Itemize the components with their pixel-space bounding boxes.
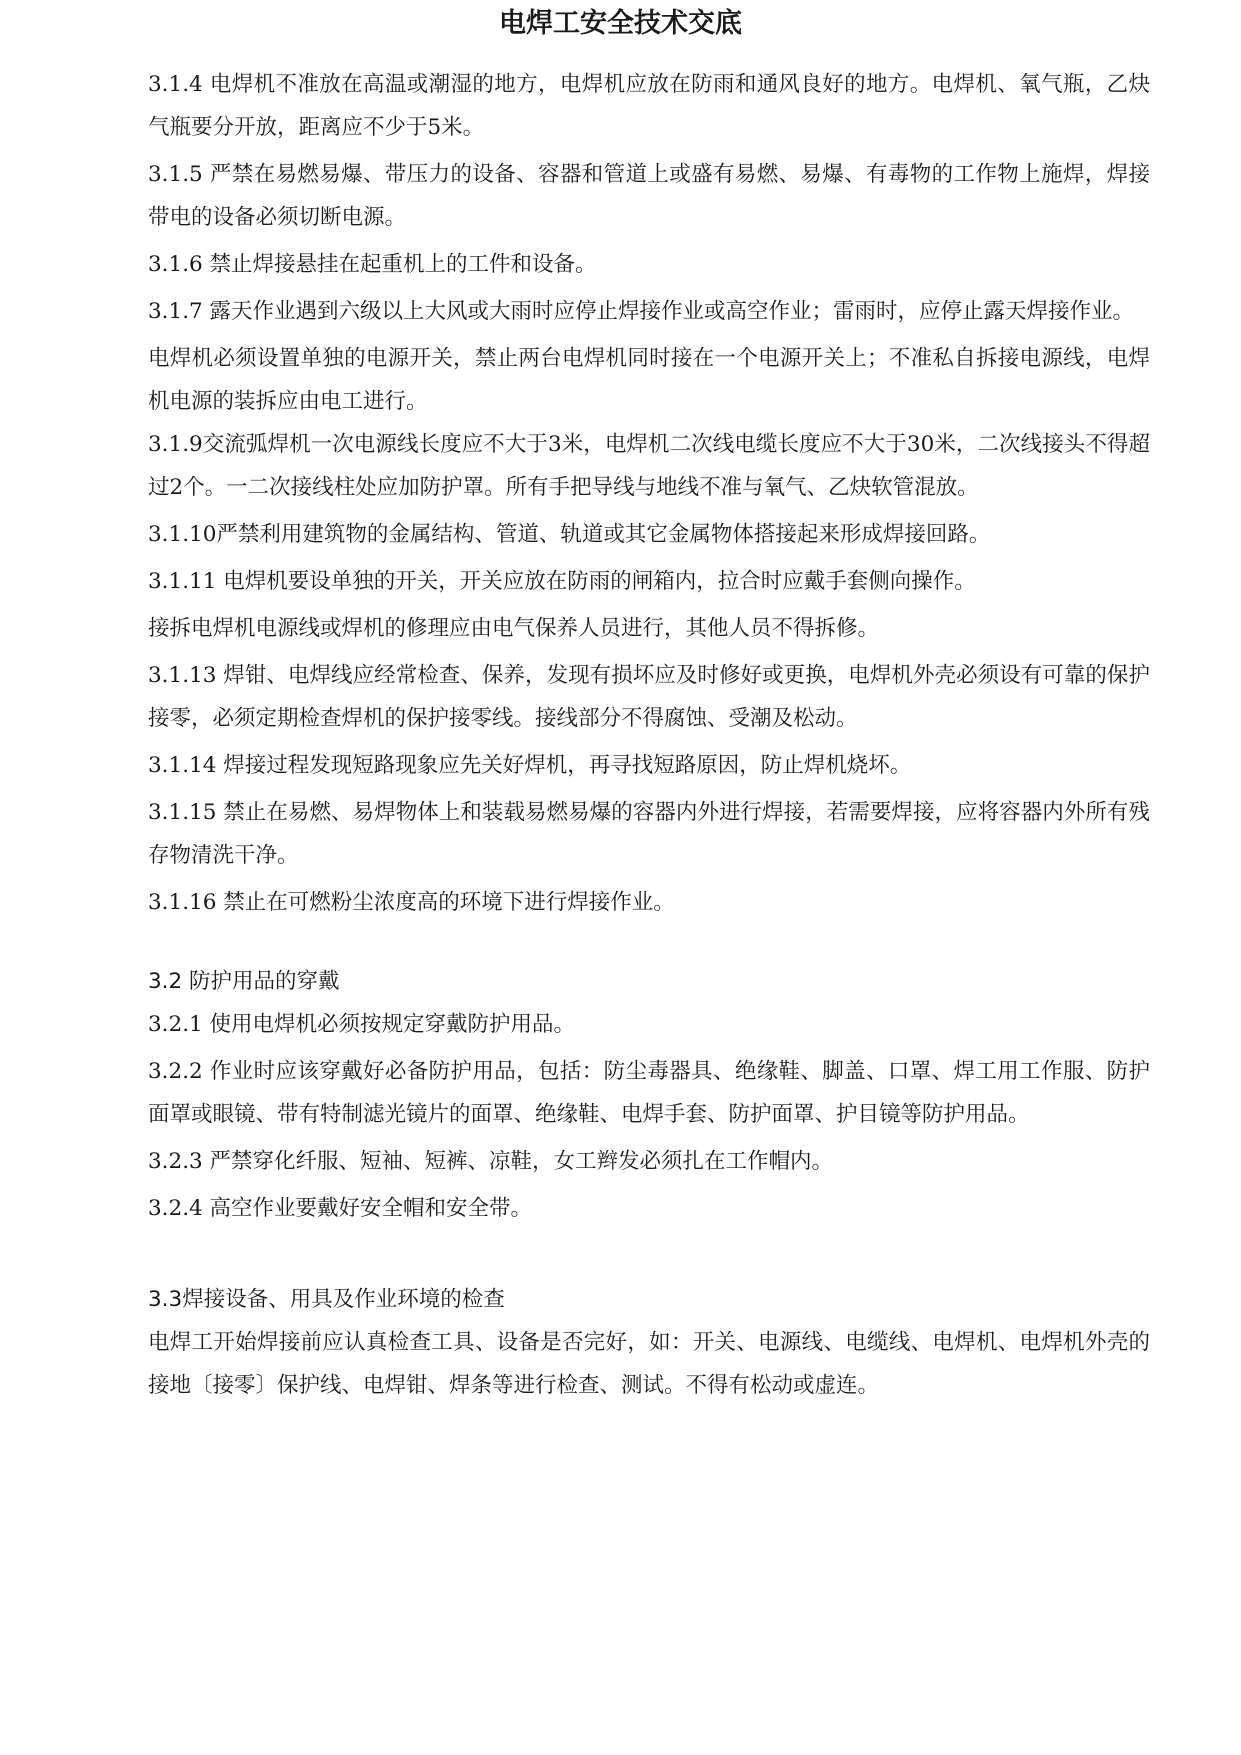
document-body [148, 63, 1150, 1411]
paragraph-3-1-7: 3.1.7 露天作业遇到六级以上大风或大雨时应停止焊接作业或高空作业；雷雨时，应停止露天焊接作业。 [148, 299, 1135, 324]
section-heading-3-2: 3.2 防护用品的穿戴 [148, 969, 340, 994]
paragraph-3-1-11: 3.1.11 电焊机要设单独的开关，开关应放在防雨的闸箱内，拉合时应戴手套侧向操作。 [148, 569, 976, 594]
section-heading-3-3: 3.3焊接设备、用具及作业环境的检查 [148, 1287, 505, 1312]
paragraph-3-2-2: 3.2.2 作业时应该穿戴好必备防护用品，包括：防尘毒器具、绝缘鞋、脚盖、口罩、焊工用工作服、防护面罩或眼镜、带有特制滤光镜片的面罩、绝缘鞋、电焊手套、防护面罩、护目镜等防护用品。 [148, 1059, 1150, 1127]
section-spacer [148, 928, 1150, 960]
paragraph-3-1-15: 3.1.15 禁止在易燃、易焊物体上和装载易燃易爆的容器内外进行焊接，若需要焊接，应将容器内外所有残存物清洗干净。 [148, 800, 1150, 868]
paragraph-3-1-14: 3.1.14 焊接过程发现短路现象应先关好焊机，再寻找短路原因，防止焊机烧坏。 [148, 753, 912, 778]
paragraph-3-1-13: 3.1.13 焊钳、电焊线应经常检查、保养，发现有损坏应及时修好或更换，电焊机外壳必须设有可靠的保护接零，必须定期检查焊机的保护接零线。接线部分不得腐蚀、受潮及松动。 [148, 663, 1150, 731]
section-spacer [148, 1234, 1150, 1278]
paragraph-power-switch: 电焊机必须设置单独的电源开关，禁止两台电焊机同时接在一个电源开关上；不准私自拆接电源线，电焊机电源的装拆应由电工进行。 [148, 346, 1150, 414]
paragraph-3-1-16: 3.1.16 禁止在可燃粉尘浓度高的环境下进行焊接作业。 [148, 890, 675, 915]
paragraph-3-2-3: 3.2.3 严禁穿化纤服、短袖、短裤、凉鞋，女工辫发必须扎在工作帽内。 [148, 1149, 834, 1174]
paragraph-3-1-5: 3.1.5 严禁在易燃易爆、带压力的设备、容器和管道上或盛有易燃、易爆、有毒物的工作物上施焊，焊接带电的设备必须切断电源。 [148, 162, 1150, 230]
paragraph-3-1-6: 3.1.6 禁止焊接悬挂在起重机上的工件和设备。 [148, 252, 597, 277]
paragraph-3-3-1: 电焊工开始焊接前应认真检查工具、设备是否完好，如：开关、电源线、电缆线、电焊机、电焊机外壳的接地〔接零〕保护线、电焊钳、焊条等进行检查、测试。不得有松动或虚连。 [148, 1330, 1150, 1398]
document-title: 电焊工安全技术交底 [499, 8, 742, 39]
paragraph-3-1-10: 3.1.10严禁利用建筑物的金属结构、管道、轨道或其它金属物体搭接起来形成焊接回路。 [148, 522, 991, 547]
paragraph-3-1-4: 3.1.4 电焊机不准放在高温或潮湿的地方，电焊机应放在防雨和通风良好的地方。电焊机、氧气瓶，乙炔气瓶要分开放，距离应不少于5米。 [148, 72, 1150, 140]
paragraph-3-2-1: 3.2.1 使用电焊机必须按规定穿戴防护用品。 [148, 1012, 576, 1037]
paragraph-3-1-9: 3.1.9交流弧焊机一次电源线长度应不大于3米，电焊机二次线电缆长度应不大于30米，二次线接头不得超过2个。一二次接线柱处应加防护罩。所有手把导线与地线不准与氧气、乙炔软管混放。 [148, 432, 1150, 500]
paragraph-3-2-4: 3.2.4 高空作业要戴好安全帽和安全带。 [148, 1196, 533, 1221]
paragraph-maintenance: 接拆电焊机电源线或焊机的修理应由电气保养人员进行，其他人员不得拆修。 [148, 616, 880, 641]
